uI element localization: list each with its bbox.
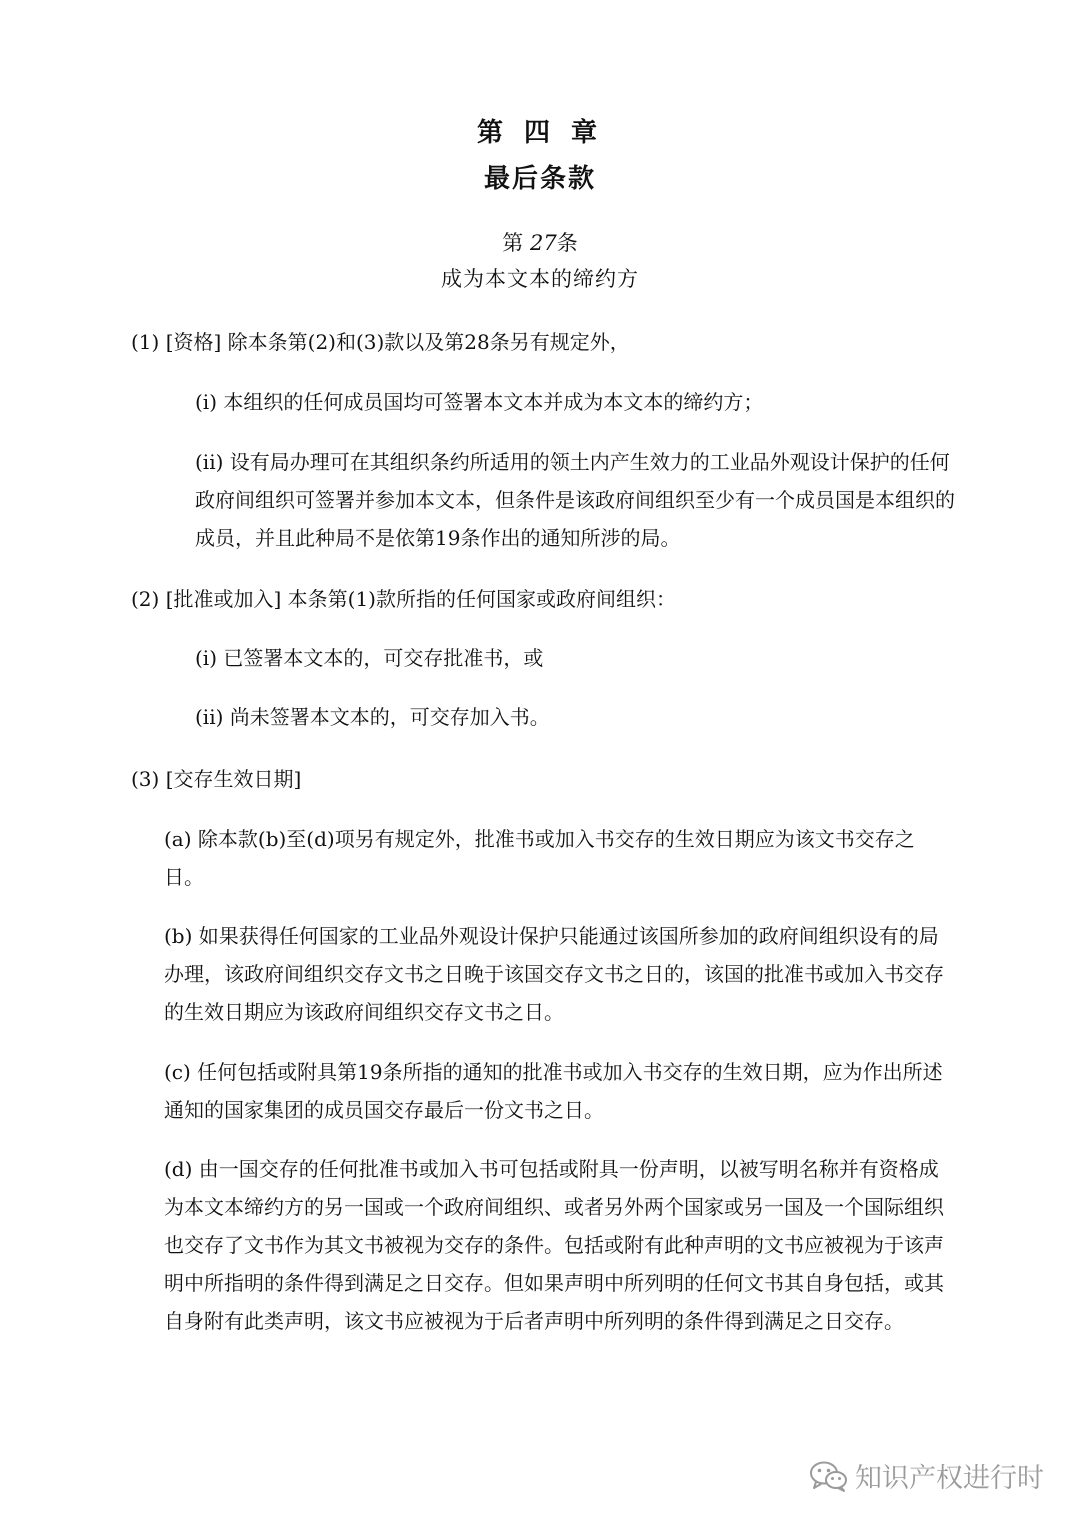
paragraph-3-c: (c) 任何包括或附具第19条所指的通知的批准书或加入书交存的生效日期，应为作出所述通知的国家集团的成员国交存最后一份文书之日。 <box>164 1060 943 1122</box>
article-number-value: 27 <box>529 231 557 255</box>
paragraph-3: (3) [交存生效日期] <box>131 767 302 791</box>
article-number <box>0 227 1080 257</box>
paragraph-2-i: (i) 已签署本文本的，可交存批准书，或 <box>195 646 544 670</box>
paragraph-2: (2) [批准或加入] 本条第(1)款所指的任何国家或政府间组织： <box>131 587 676 611</box>
article-prefix: 第 <box>502 231 530 255</box>
article-suffix: 条 <box>556 231 578 255</box>
paragraph-3-a: (a) 除本款(b)至(d)项另有规定外，批准书或加入书交存的生效日期应为该文书交存之日。 <box>164 827 915 889</box>
paragraph-1-i: (i) 本组织的任何成员国均可签署本文本并成为本文本的缔约方； <box>195 390 764 414</box>
paragraph-1: (1) [资格] 除本条第(2)和(3)款以及第28条另有规定外， <box>131 330 630 354</box>
article-title: 成为本文本的缔约方 <box>441 267 639 291</box>
watermark <box>809 1456 1044 1495</box>
paragraph-2-ii: (ii) 尚未签署本文本的，可交存加入书。 <box>195 705 550 729</box>
watermark-text: 知识产权进行时 <box>855 1463 1044 1494</box>
paragraph-1-ii: (ii) 设有局办理可在其组织条约所适用的领土内产生效力的工业品外观设计保护的任何政府间组织可签署并参加本文本，但条件是该政府间组织至少有一个成员国是本组织的成员，并且此种局不是依第19条作出的通知所涉的局。 <box>195 450 955 550</box>
paragraph-3-b: (b) 如果获得任何国家的工业品外观设计保护只能通过该国所参加的政府间组织设有的局办理，该政府间组织交存文书之日晚于该国交存文书之日的，该国的批准书或加入书交存的生效日期应为该政府间组织交存文书之日。 <box>164 924 944 1024</box>
wechat-icon <box>809 1460 849 1492</box>
chapter-title: 最后条款 <box>483 164 596 194</box>
chapter-heading: 第 四 章 <box>476 118 604 148</box>
paragraph-3-d: (d) 由一国交存的任何批准书或加入书可包括或附具一份声明，以被写明名称并有资格成为本文本缔约方的另一国或一个政府间组织、或者另外两个国家或另一国及一个国际组织也交存了文书作为其文书被视为交存的条件。包括或附有此种声明的文书应被视为于该声明中所指明的条件得到满足之日交存。但如果声明中所列明的任何文书其自身包括，或其自身附有此类声明，该文书应被视为于后者声明中所列明的条件得到满足之日交存。 <box>164 1157 944 1333</box>
